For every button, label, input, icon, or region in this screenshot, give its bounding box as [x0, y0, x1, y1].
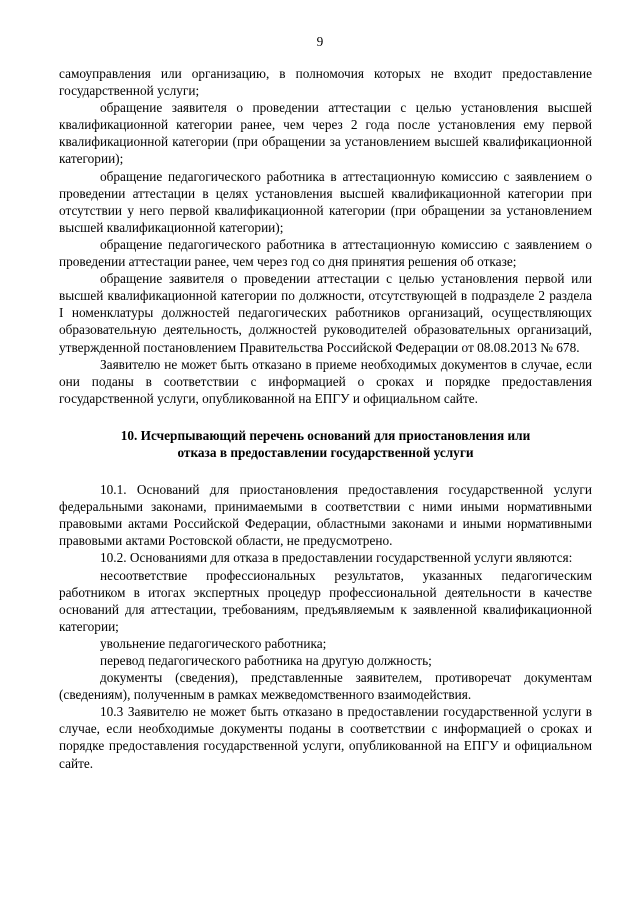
paragraph: обращение педагогического работника в аттестационную комиссию с заявлением о проведении аттестации ранее, чем через год со дня принятия решения об отказе;	[59, 236, 592, 270]
paragraph: несоответствие профессиональных результатов, указанных педагогическим работником в итогах экспертных процедур профессиональной деятельности в качестве оснований для аттестации, требованиям, предъявляемым к заявленной квалификационной категории;	[59, 567, 592, 634]
paragraph: Заявителю не может быть отказано в приеме необходимых документов в случае, если они поданы в соответствии с информацией о сроках и порядке предоставления государственной услуги, опубликованной на ЕПГУ и официальном сайте.	[59, 356, 592, 406]
paragraph: обращение педагогического работника в аттестационную комиссию с заявлением о проведении аттестации в целях установления высшей квалификационной категории при отсутствии у него первой квалификационной категории (при обращении за установлением высшей квалификационной категории);	[59, 168, 592, 235]
section-heading-line-1: 10. Исчерпывающий перечень оснований для приостановления или	[120, 427, 531, 443]
paragraph: документы (сведения), представленные заявителем, противоречат документам (сведениям), полученным в рамках межведомственного взаимодействия.	[59, 670, 592, 703]
spacer	[59, 461, 592, 481]
page-number: 9	[316, 34, 324, 49]
paragraph: 10.2. Основаниями для отказа в предоставлении государственной услуги являются:	[100, 550, 573, 566]
document-body	[59, 65, 592, 772]
paragraph: перевод педагогического работника на другую должность;	[100, 653, 432, 668]
paragraph: самоуправления или организацию, в полномочия которых не входит предоставление государственной услуги;	[59, 66, 592, 99]
paragraph: 10.3 Заявителю не может быть отказано в предоставлении государственной услуги в случае, если необходимые документы поданы в соответствии с информацией о сроках и порядке предоставления государственной услуги, опубликованной на ЕПГУ и официальном сайте.	[59, 704, 592, 771]
paragraph: увольнение педагогического работника;	[100, 635, 327, 651]
paragraph: 10.1. Оснований для приостановления предоставления государственной услуги федеральными законами, принимаемыми в соответствии с ними иными нормативными правовыми актами Российской Федерации, областными законами и иными нормативными правовыми актами Ростовской области, не предусмотрено.	[59, 482, 592, 549]
paragraph: обращение заявителя о проведении аттестации с целью установления высшей квалификационной категории ранее, чем через 2 года после установления ему первой квалификационной категории (при обращении за установлением высшей квалификационной категории);	[59, 100, 592, 167]
paragraph: обращение заявителя о проведении аттестации с целью установления первой или высшей квалификационной категории по должности, отсутствующей в подразделе 2 раздела I номенклатуры должностей педагогических работников организаций, осуществляющих образовательную деятельность, должностей руководителей образовательных организаций, утвержденной постановлением Правительства Российской Федерации от 08.08.2013 № 678.	[59, 271, 592, 355]
spacer	[59, 407, 592, 427]
section-heading-line-2: отказа в предоставлении государственной услуги	[177, 444, 474, 460]
